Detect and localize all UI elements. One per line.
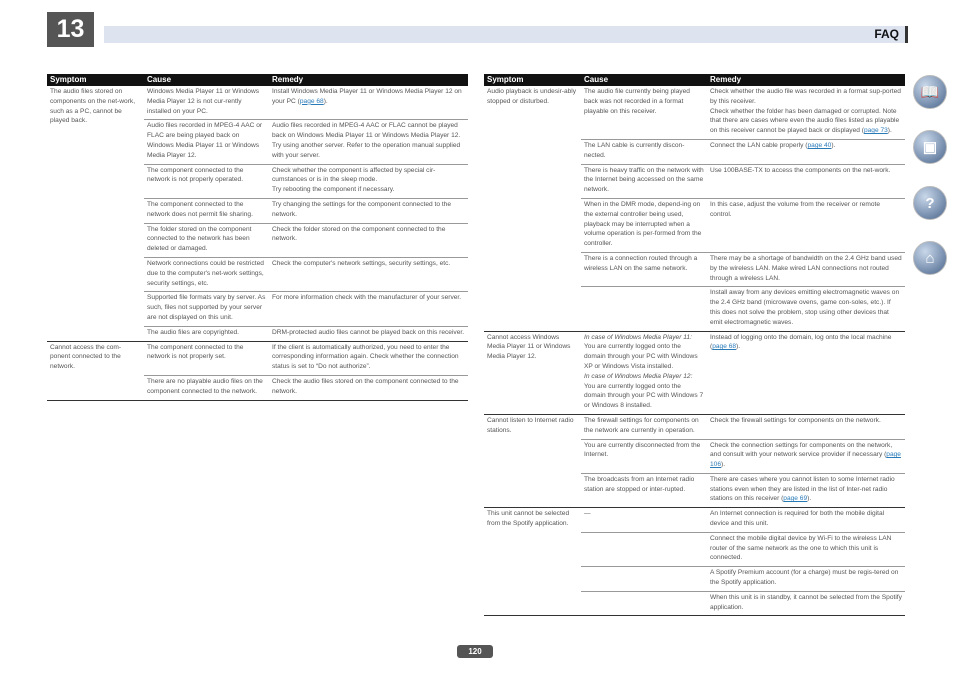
remote-icon[interactable]: ⌂ xyxy=(913,241,947,275)
cause-text: Network connections could be restricted due to the computer's net-work settings, security settings, etc. xyxy=(147,259,264,287)
cause-cell xyxy=(581,591,707,616)
cause-cell xyxy=(581,198,707,252)
header-bar xyxy=(104,26,908,43)
cause-text: There are no playable audio files on the component connected to the network. xyxy=(147,377,263,395)
remedy-cell xyxy=(707,164,905,198)
remedy-cell xyxy=(707,331,905,414)
cause-cell xyxy=(144,198,269,223)
remedy-text: Check the folder stored on the component connected to the network. xyxy=(272,225,446,243)
cause-text: You are currently logged onto the domain through your PC with Windows XP or Windows Vista installed. xyxy=(584,343,698,370)
remedy-text: There are cases where you cannot listen to some Internet radio stations even when they are listed in the list of Inter-net radio stations on this receiver ( xyxy=(710,475,895,503)
cause-cell xyxy=(144,292,269,326)
remedy-text: Audio files recorded in MPEG-4 AAC or FLAC cannot be played back on Windows Media Player 11 or Windows Media Player 12. Try using another server. Refer to the operation manual supplied with your server. xyxy=(272,122,461,159)
remedy-cell xyxy=(707,414,905,439)
page-reference-link[interactable]: page 40 xyxy=(807,141,832,149)
symptom-cell xyxy=(484,86,581,331)
symptom-cell xyxy=(484,331,581,414)
cause-cell xyxy=(144,341,269,375)
cause-heading: In case of Windows Media Player 12: xyxy=(584,372,693,380)
page-reference-link[interactable]: page 69 xyxy=(783,495,808,503)
remedy-cell xyxy=(707,473,905,507)
column-header-symptom: Symptom xyxy=(484,74,581,86)
symptom-text: Cannot access Windows Media Player 11 or Windows Media Player 12. xyxy=(487,333,571,361)
remedy-cell xyxy=(707,86,905,139)
remedy-text: DRM-protected audio files cannot be played back on this receiver. xyxy=(272,328,465,336)
cause-text: The component connected to the network does not permit file sharing. xyxy=(147,200,253,218)
remedy-text: ). xyxy=(736,343,741,351)
table-row xyxy=(47,341,468,375)
remedy-cell xyxy=(269,375,468,400)
remedy-text: Instead of logging onto the domain, log onto the local machine ( xyxy=(710,333,892,351)
remedy-text: Use 100BASE-TX to access the components on the net-work. xyxy=(710,166,891,174)
cause-cell xyxy=(581,86,707,139)
symptom-cell xyxy=(47,86,144,341)
remedy-text: When this unit is in standby, it cannot be selected from the Spotify application. xyxy=(710,593,902,611)
cause-cell xyxy=(581,439,707,473)
remedy-text: For more information check with the manufacturer of your server. xyxy=(272,294,462,302)
table-row xyxy=(484,331,905,414)
table-row xyxy=(484,508,905,533)
remedy-cell xyxy=(707,567,905,592)
cause-text: You are currently logged onto the domain through your PC with Windows 7 or Windows 8 installed. xyxy=(584,382,704,410)
cause-text: Supported file formats vary by server. As such, files not supported by your server are not displayed on this unit. xyxy=(147,294,266,321)
cause-text: There is heavy traffic on the network with the Internet being accessed on the same network. xyxy=(584,166,704,194)
remedy-cell xyxy=(269,86,468,120)
cause-text: The component connected to the network is not properly set. xyxy=(147,343,244,361)
cause-cell xyxy=(581,508,707,533)
cause-text: When in the DMR mode, depend-ing on the external controller being used, playback may be interrupted when a volume operation is per-formed from the controller. xyxy=(584,200,702,248)
symptom-cell xyxy=(484,414,581,507)
remedy-text: Check the firewall settings for components on the network. xyxy=(710,416,881,424)
cause-text: The audio files are copyrighted. xyxy=(147,328,240,336)
remedy-text: A Spotify Premium account (for a charge) must be regis-tered on the Spotify application. xyxy=(710,569,899,587)
page-reference-link[interactable]: page 68 xyxy=(299,97,324,105)
cause-cell xyxy=(581,414,707,439)
remedy-text: Connect the mobile digital device by Wi-Fi to the wireless LAN router of the same network as the one to which this unit is connected. xyxy=(710,534,892,562)
cause-text: The broadcasts from an Internet radio station are stopped or inter-rupted. xyxy=(584,475,695,493)
remedy-cell xyxy=(707,252,905,286)
cause-text: The firewall settings for components on the network are currently in operation. xyxy=(584,416,699,434)
cause-cell xyxy=(144,86,269,120)
cause-text: The component connected to the network is not properly operated. xyxy=(147,166,244,184)
symptom-text: The audio files stored on components on the net-work, such as a PC, cannot be played back. xyxy=(50,88,136,125)
remedy-cell xyxy=(707,508,905,533)
cause-text: There is a connection routed through a wireless LAN on the same network. xyxy=(584,254,698,272)
remedy-cell xyxy=(269,341,468,375)
cause-cell xyxy=(144,120,269,164)
remedy-text: Check whether the audio file was recorded in a format sup-ported by this receiver. Check whether the folder has been damaged or corrupted. Note that there are cases where even the audio files listed as playable on this receiver cannot be played back or displayed ( xyxy=(710,88,901,135)
remedy-text: Install Windows Media Player 11 or Windows Media Player 12 on your PC ( xyxy=(272,88,462,105)
cause-cell xyxy=(144,326,269,341)
chapter-number: 13 xyxy=(47,12,94,47)
remedy-text: Check the connection settings for components on the network, and consult with your network service provider if necessary ( xyxy=(710,441,893,459)
cause-cell xyxy=(144,164,269,198)
symptom-cell xyxy=(47,341,144,400)
symptom-text: Cannot listen to Internet radio stations. xyxy=(487,416,574,434)
remedy-text: ). xyxy=(831,141,836,149)
cause-heading: In case of Windows Media Player 11: xyxy=(584,333,692,341)
column-header-cause: Cause xyxy=(144,74,269,86)
remedy-text: Check whether the component is affected by special cir-cumstances or is in the sleep mode. Try rebooting the component if necessary. xyxy=(272,166,436,194)
cause-text: The LAN cable is currently discon-nected. xyxy=(584,141,685,159)
remedy-text: If the client is automatically authorized, you need to enter the corresponding information again. Check whether the connection status is set to “Do not authorize”. xyxy=(272,343,459,371)
section-title: FAQ xyxy=(874,27,899,41)
remedy-cell xyxy=(269,292,468,326)
cause-cell xyxy=(144,223,269,257)
cause-cell xyxy=(581,331,707,414)
remedy-text: ). xyxy=(807,495,812,503)
remedy-text: Install away from any devices emitting electromagnetic waves on the 2.4 GHz band (microwave ovens, game con-soles, etc.). If this does not solve the problem, stop using other devices that emit electromagnetic waves. xyxy=(710,289,900,326)
remedy-cell xyxy=(269,120,468,164)
table-row xyxy=(484,86,905,139)
remedy-text: ). xyxy=(323,97,328,105)
remedy-cell xyxy=(707,439,905,473)
page-reference-link[interactable]: page 73 xyxy=(863,127,888,135)
cause-cell xyxy=(144,375,269,400)
remedy-cell xyxy=(707,287,905,331)
faq-table-left xyxy=(47,74,468,401)
remedy-cell xyxy=(269,257,468,291)
remedy-cell xyxy=(707,198,905,252)
remedy-cell xyxy=(269,326,468,341)
remedy-text: Check the audio files stored on the component connected to the network. xyxy=(272,377,459,395)
cause-cell xyxy=(581,473,707,507)
column-header-cause: Cause xyxy=(581,74,707,86)
symptom-text: Cannot access the com-ponent connected to the network. xyxy=(50,343,122,371)
remedy-text: An Internet connection is required for both the mobile digital device and this unit. xyxy=(710,510,885,528)
remedy-text: Connect the LAN cable properly ( xyxy=(710,141,808,149)
cause-text: Audio files recorded in MPEG-4 AAC or FLAC are being played back on Windows Media Player 11 or Windows Media Player 12. xyxy=(147,122,263,159)
cause-cell xyxy=(581,164,707,198)
column-header-remedy: Remedy xyxy=(269,74,468,86)
cause-cell xyxy=(144,257,269,291)
cause-cell xyxy=(581,567,707,592)
symptom-text: This unit cannot be selected from the Spotify application. xyxy=(487,510,570,528)
cause-text: — xyxy=(584,510,591,518)
symptom-cell xyxy=(484,508,581,616)
remedy-cell xyxy=(269,223,468,257)
column-header-remedy: Remedy xyxy=(707,74,905,86)
cause-cell xyxy=(581,287,707,331)
table-row xyxy=(47,86,468,120)
receiver-icon[interactable]: ▣ xyxy=(913,130,947,164)
faq-table-right xyxy=(484,74,905,616)
cause-text: The audio file currently being played back was not recorded in a format playable on this receiver. xyxy=(584,88,690,115)
cause-cell xyxy=(581,532,707,566)
cause-text: The folder stored on the component connected to the network has been deleted or damaged. xyxy=(147,225,252,253)
column-header-symptom: Symptom xyxy=(47,74,144,86)
remedy-cell xyxy=(707,591,905,616)
remedy-text: There may be a shortage of bandwidth on the 2.4 GHz band used by the wireless LAN. Make wired LAN connections not routed through a wireless LAN. xyxy=(710,254,902,282)
help-icon[interactable]: ? xyxy=(913,186,947,220)
cause-cell xyxy=(581,252,707,286)
remedy-cell xyxy=(269,198,468,223)
remedy-text: Try changing the settings for the component connected to the network. xyxy=(272,200,451,218)
remedy-text: In this case, adjust the volume from the receiver or remote control. xyxy=(710,200,881,218)
symptom-text: Audio playback is undesir-ably stopped or disturbed. xyxy=(487,88,577,105)
cause-cell xyxy=(581,139,707,164)
remedy-text: Check the computer's network settings, security settings, etc. xyxy=(272,259,451,267)
remedy-cell xyxy=(707,532,905,566)
book-icon[interactable]: 📖 xyxy=(913,75,947,109)
cause-text: You are currently disconnected from the Internet. xyxy=(584,441,701,459)
table-row xyxy=(484,414,905,439)
remedy-text: ). xyxy=(721,461,726,469)
page-reference-link[interactable]: page 68 xyxy=(712,343,737,351)
remedy-cell xyxy=(269,164,468,198)
remedy-cell xyxy=(707,139,905,164)
remedy-text: ). xyxy=(887,127,892,135)
page-number: 120 xyxy=(457,645,493,658)
page-reference-link[interactable]: page 106 xyxy=(710,451,901,469)
cause-text: Windows Media Player 11 or Windows Media Player 12 is not cur-rently installed on your PC. xyxy=(147,88,260,115)
